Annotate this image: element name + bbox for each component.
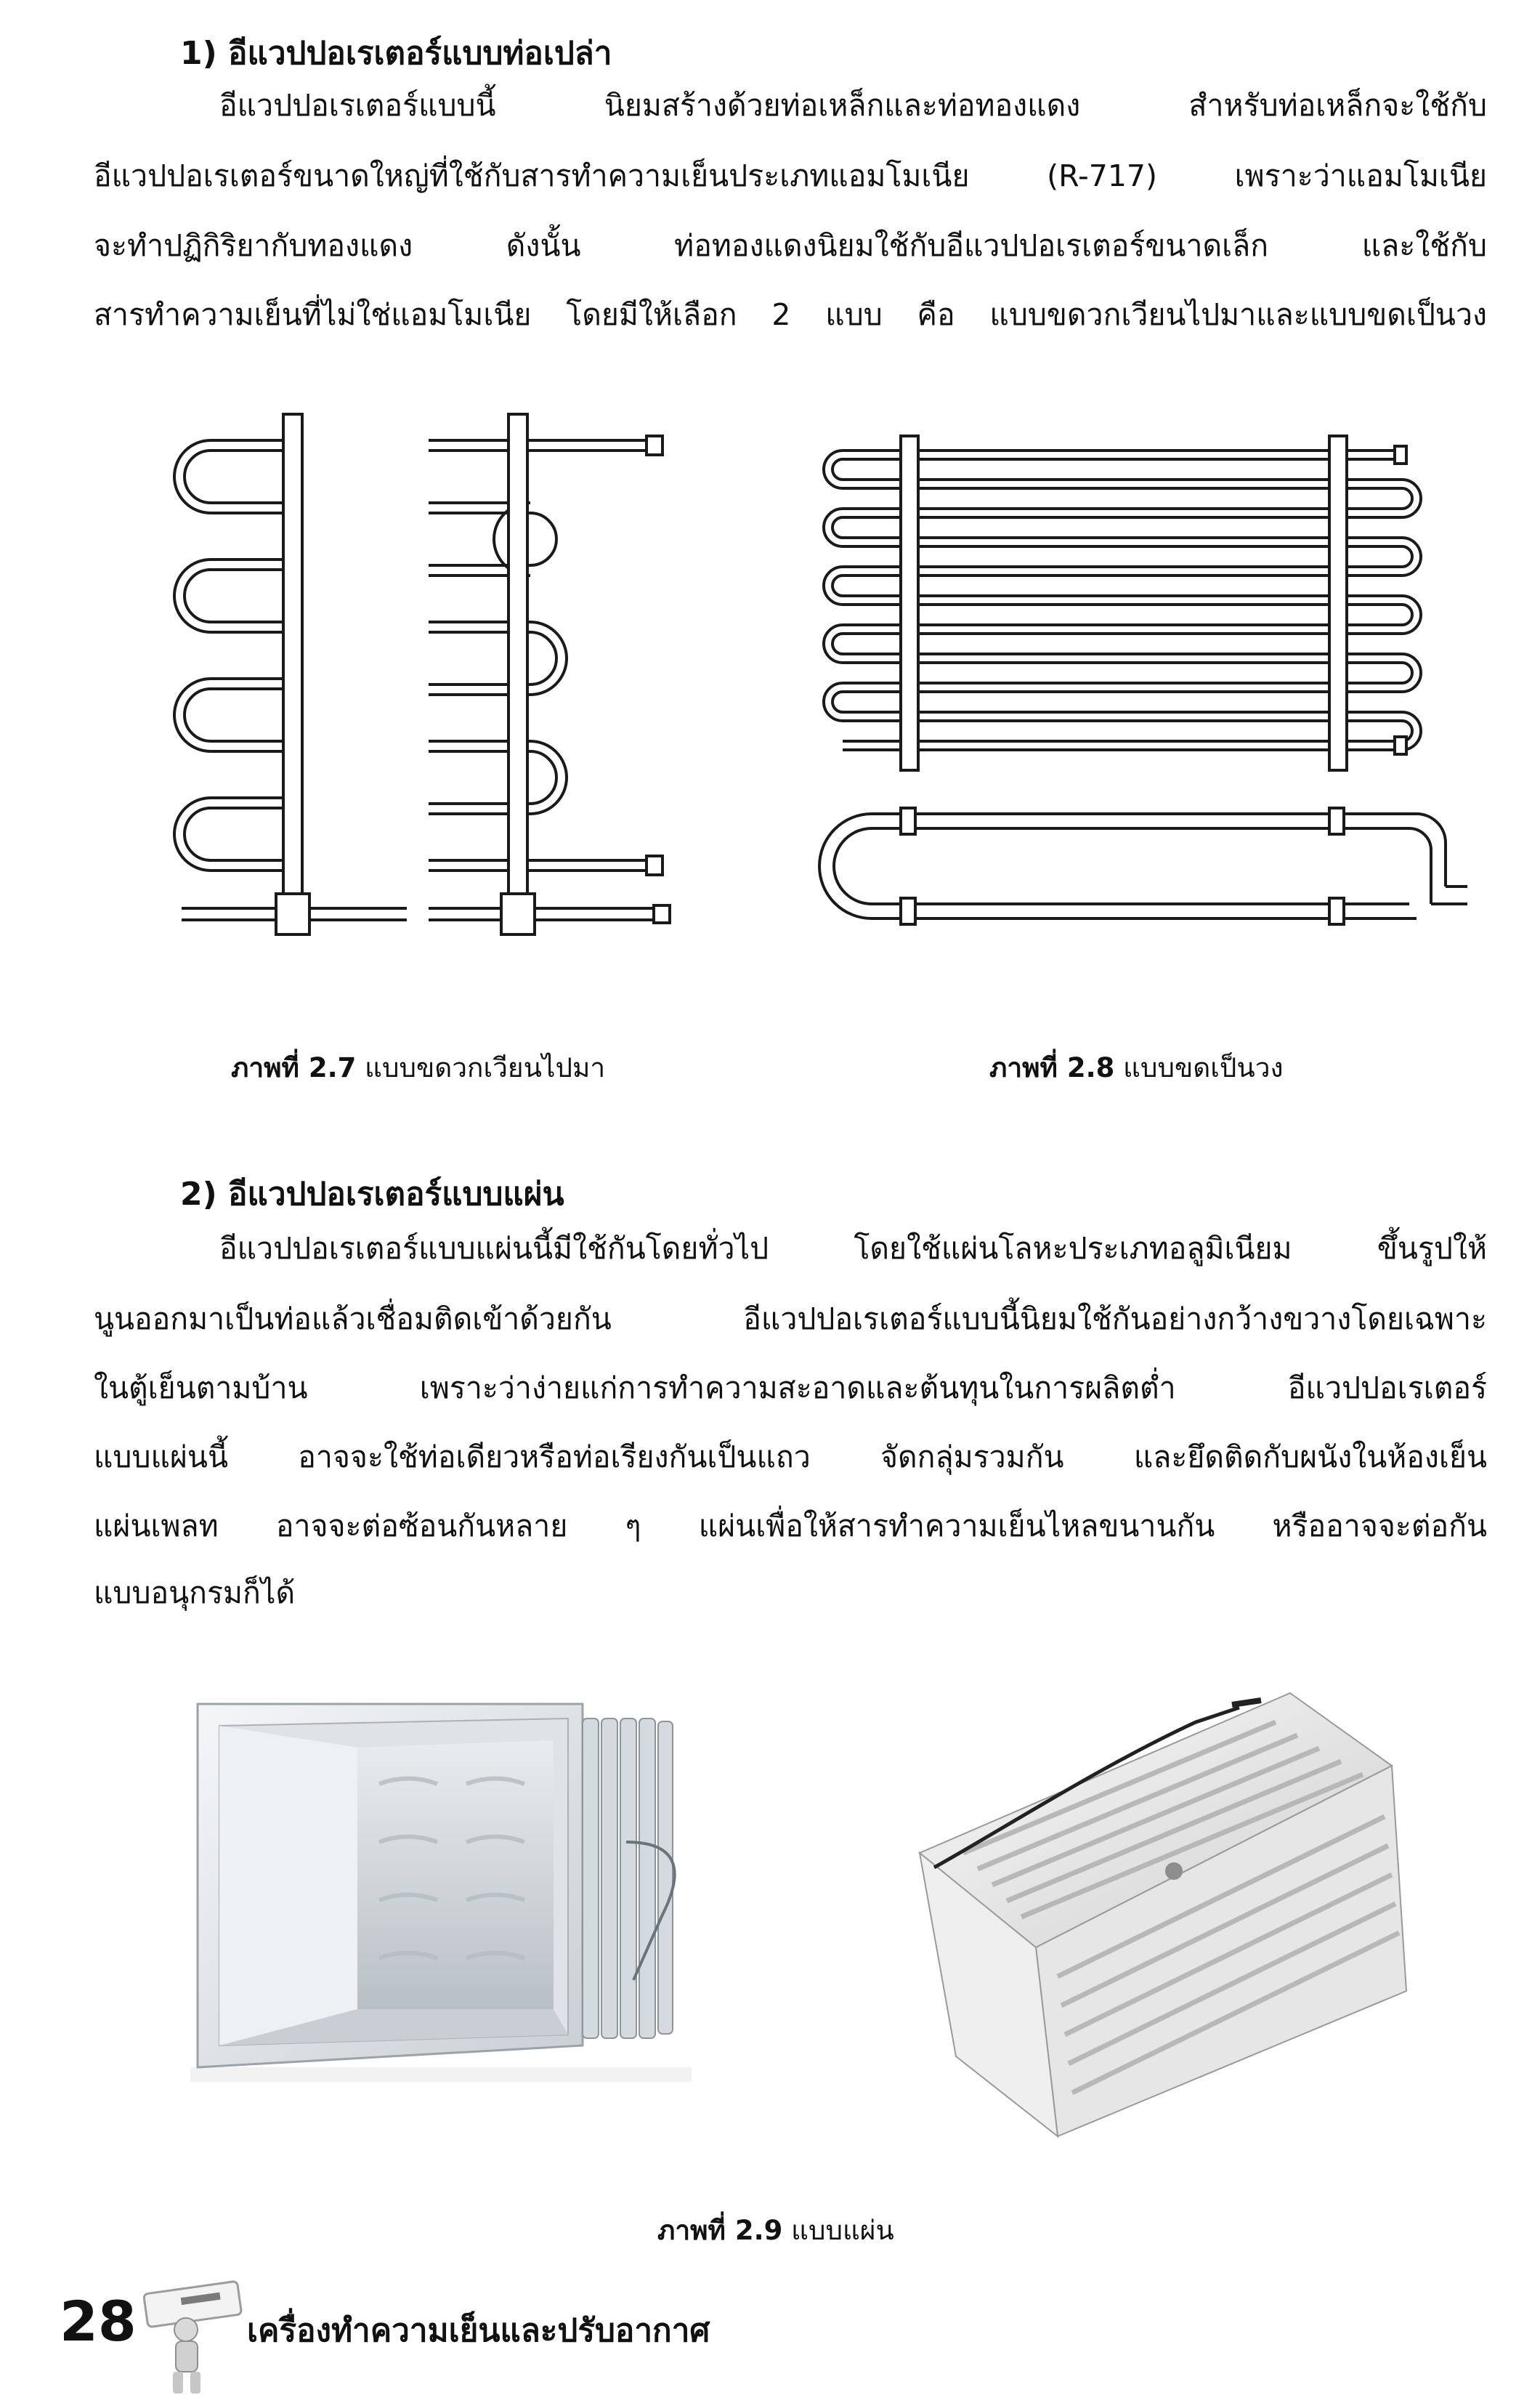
figure-2-8-label: ภาพที่ 2.8 bbox=[989, 1052, 1115, 1083]
section1-line-2: อีแวปปอเรเตอร์ขนาดใหญ่ที่ใช้กับสารทำความเย็นประเภทแอมโมเนีย (R-717) เพราะว่าแอมโมเนีย bbox=[94, 158, 1487, 193]
left-support-bar bbox=[283, 414, 302, 908]
section2-line-3: ในตู้เย็นตามบ้าน เพราะว่าง่ายแก่การทำความสะอาดและต้นทุนในการผลิตต่ำ อีแวปปอเรเตอร์ bbox=[94, 1370, 1487, 1405]
figure-2-7-label: ภาพที่ 2.7 bbox=[231, 1052, 357, 1083]
section2-line-5: แผ่นเพลท อาจจะต่อซ้อนกันหลาย ๆ แผ่นเพื่อให้สารทำความเย็นไหลขนานกัน หรืออาจจะต่อกัน bbox=[94, 1509, 1487, 1543]
figure-2-9-label: ภาพที่ 2.9 bbox=[657, 2215, 783, 2246]
figure-2-9-text: แบบแผ่น bbox=[791, 2215, 894, 2246]
mascot-figure-icon bbox=[138, 2274, 247, 2398]
plate-evaporator-compartment-photo bbox=[190, 1704, 692, 2082]
section2-line-6: แบบอนุกรมก็ได้ bbox=[94, 1575, 296, 1610]
looped-coil-diagram bbox=[821, 436, 1475, 945]
section2-line-2: นูนออกมาเป็นท่อแล้วเชื่อมติดเข้าด้วยกัน อีแวปปอเรเตอร์แบบนี้นิยมใช้กันอย่างกว้างขวางโดยเฉพาะ bbox=[94, 1301, 1487, 1336]
roll-bond-plate-evaporator-photo bbox=[912, 1679, 1406, 2144]
figure-2-8-caption bbox=[989, 1046, 1284, 1089]
figure-2-8-text: แบบขดเป็นวง bbox=[1123, 1052, 1284, 1083]
section2-line-1: อีแวปปอเรเตอร์แบบแผ่นนี้มีใช้กันโดยทั่วไป โดยใช้แผ่นโลหะประเภทอลูมิเนียม ขึ้นรูปให้ bbox=[219, 1231, 1487, 1266]
book-title: เครื่องทำความเย็นและปรับอากาศ bbox=[247, 2312, 710, 2349]
figure-2-7-caption bbox=[231, 1046, 605, 1089]
section2-line-4: แบบแผ่นนี้ อาจจะใช้ท่อเดียวหรือท่อเรียงกันเป็นแถว จัดกลุ่มรวมกัน และยึดติดกับผนังในห้องเย็น bbox=[94, 1439, 1487, 1474]
looped-coil-side-view bbox=[819, 808, 1467, 924]
right-support-bar bbox=[508, 414, 527, 908]
section1-line-3: จะทำปฏิกิริยากับทองแดง ดังนั้น ท่อทองแดงนิยมใช้กับอีแวปปอเรเตอร์ขนาดเล็ก และใช้กับ bbox=[94, 228, 1487, 263]
figure-2-9-caption bbox=[657, 2209, 894, 2252]
serpentine-left-tubes bbox=[174, 440, 291, 871]
serpentine-side-view bbox=[182, 894, 670, 934]
section1-heading: 1) อีแวปปอเรเตอร์แบบท่อเปล่า bbox=[180, 35, 612, 72]
serpentine-coil-diagram bbox=[167, 414, 690, 952]
section2-heading: 2) อีแวปปอเรเตอร์แบบแผ่น bbox=[180, 1176, 564, 1213]
page-number: 28 bbox=[60, 2289, 137, 2354]
serpentine-right-tubes bbox=[429, 436, 662, 875]
section1-line-4: สารทำความเย็นที่ไม่ใช่แอมโมเนีย โดยมีให้เลือก 2 แบบ คือ แบบขดวกเวียนไปมาและแบบขดเป็นวง bbox=[94, 297, 1487, 332]
section1-line-1: อีแวปปอเรเตอร์แบบนี้ นิยมสร้างด้วยท่อเหล็กและท่อทองแดง สำหรับท่อเหล็กจะใช้กับ bbox=[219, 88, 1487, 123]
figure-2-7-text: แบบขดวกเวียนไปมา bbox=[365, 1052, 606, 1083]
